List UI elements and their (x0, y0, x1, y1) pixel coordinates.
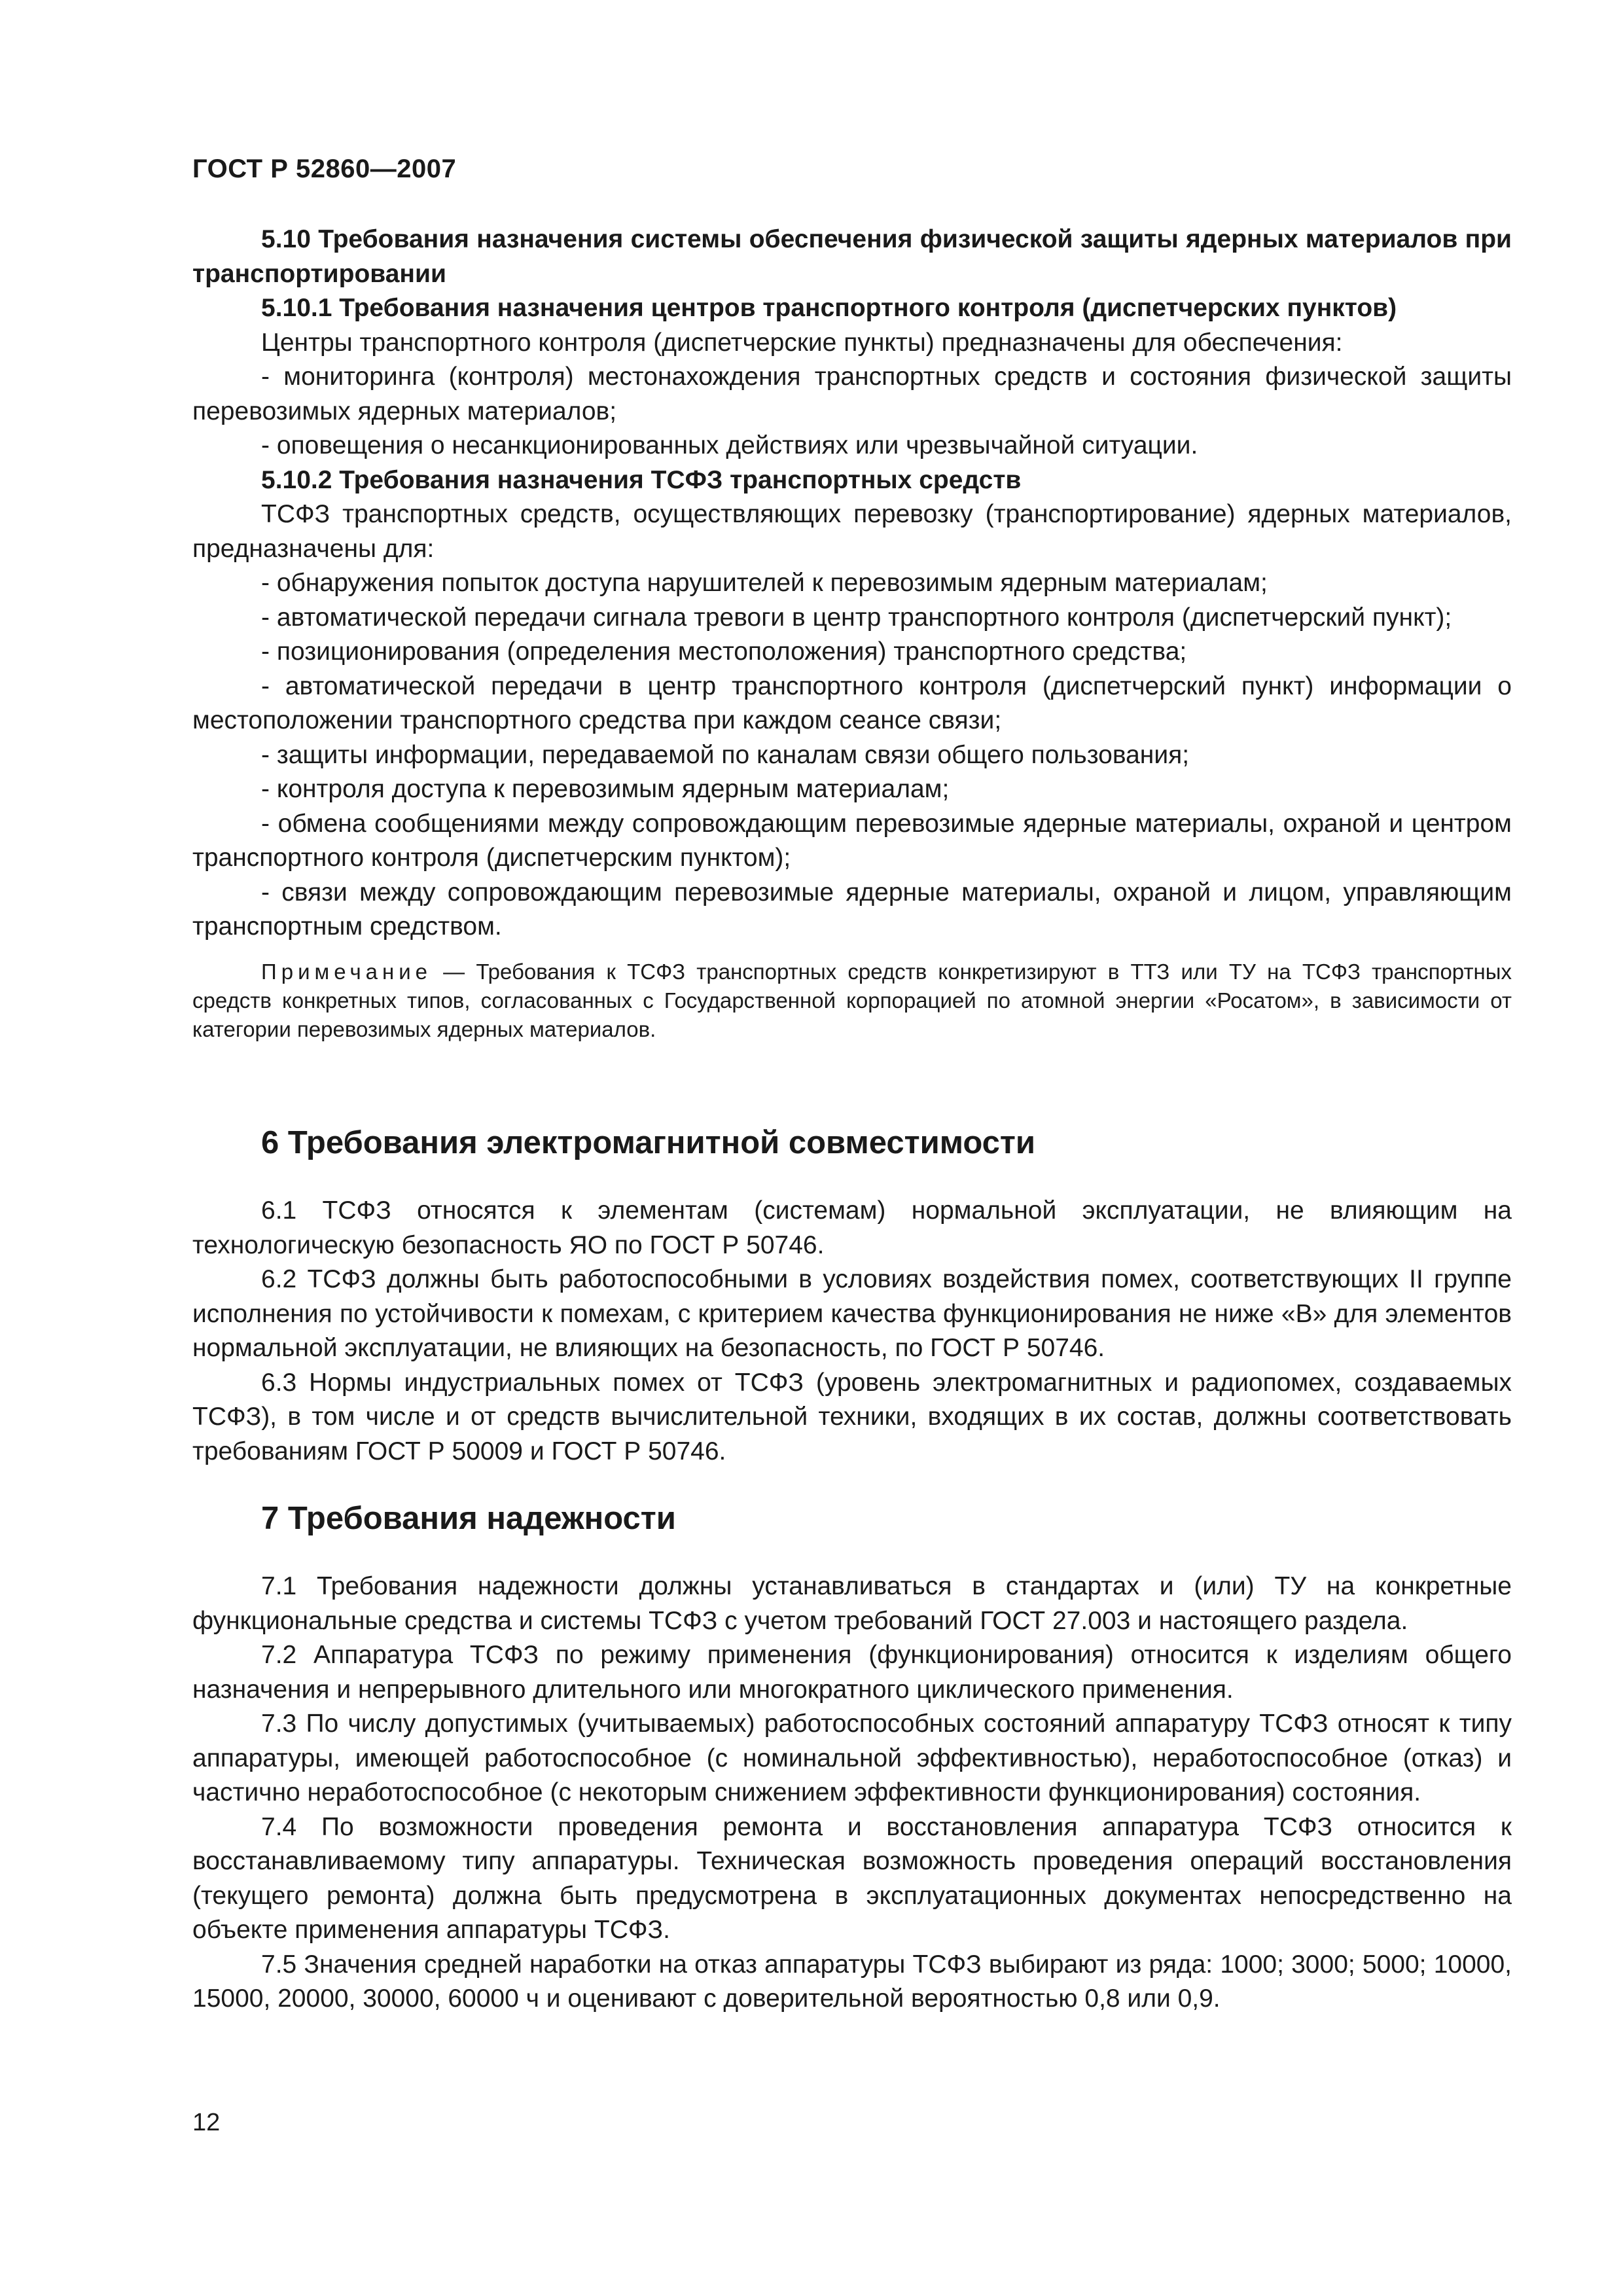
section-5-10-title: 5.10 Требования назначения системы обеспечения физической защиты ядерных материалов при транспортировании (192, 225, 1512, 288)
page-number: 12 (192, 2109, 221, 2136)
paragraph: 7.5 Значения средней наработки на отказ аппаратуры ТСФЗ выбирают из ряда: 1000; 3000; 5000; 10000, 15000, 20000, 30000, 60000 ч и оценивают с доверительной вероятностью 0,8 или 0,9. (192, 1950, 1512, 2013)
list-item: - защиты информации, передаваемой по каналам связи общего пользования; (261, 740, 1190, 769)
paragraph: 6.1 ТСФЗ относятся к элементам (системам) нормальной эксплуатации, не влияющим на технологическую безопасность ЯО по ГОСТ Р 50746. (192, 1196, 1512, 1259)
list-item: - оповещения о несанкционированных действиях или чрезвычайной ситуации. (261, 431, 1198, 459)
section-7 (192, 1499, 1512, 2017)
list-item: - мониторинга (контроля) местонахождения транспортных средств и состояния физической защиты перевозимых ядерных материалов; (192, 363, 1512, 425)
section-5-10-2-title: 5.10.2 Требования назначения ТСФЗ транспортных средств (261, 465, 1022, 494)
note-text: — Требования к ТСФЗ транспортных средств конкретизируют в ТТЗ или ТУ на ТСФЗ транспортных средств конкретных типов, согласованных с Государственной корпорацией по атомной энергии «Росатом», в зависимости от категории перевозимых ядерных материалов. (192, 959, 1512, 1041)
section-7-heading: 7 Требования надежности (261, 1501, 676, 1536)
section-5-10-1-intro: Центры транспортного контроля (диспетчерские пункты) предназначены для обеспечения: (261, 328, 1343, 357)
section-5-10-1-title: 5.10.1 Требования назначения центров транспортного контроля (диспетчерских пунктов) (261, 294, 1397, 322)
section-5-10-2-intro: ТСФЗ транспортных средств, осуществляющих перевозку (транспортирование) ядерных материалов, предназначены для: (192, 500, 1512, 563)
list-item: - связи между сопровождающим перевозимые ядерные материалы, охраной и лицом, управляющим транспортным средством. (192, 878, 1512, 941)
list-item: - автоматической передачи сигнала тревоги в центр транспортного контроля (диспетчерский пункт); (261, 603, 1452, 632)
note-label: Примечание (261, 959, 433, 984)
note (192, 958, 1512, 1044)
list-item: - обнаружения попыток доступа нарушителей к перевозимым ядерным материалам; (261, 569, 1268, 597)
document-header: ГОСТ Р 52860—2007 (192, 154, 457, 183)
section-6 (192, 1123, 1512, 1469)
list-item: - автоматической передачи в центр транспортного контроля (диспетчерский пункт) информации о местоположении транспортного средства при каждом сеансе связи; (192, 672, 1512, 734)
list-item: - контроля доступа к перевозимым ядерным материалам; (261, 775, 950, 803)
paragraph: 7.1 Требования надежности должны устанавливаться в стандартах и (или) ТУ на конкретные функциональные средства и системы ТСФЗ с учетом требований ГОСТ 27.003 и настоящего раздела. (192, 1572, 1512, 1635)
paragraph: 6.3 Нормы индустриальных помех от ТСФЗ (уровень электромагнитных и радиопомех, создаваемых ТСФЗ), в том числе и от средств вычислительной техники, входящих в их состав, должны соответствовать требованиям ГОСТ Р 50009 и ГОСТ Р 50746. (192, 1368, 1512, 1465)
list-item: - позиционирования (определения местоположения) транспортного средства; (261, 637, 1187, 666)
section-5-10 (192, 223, 1512, 1044)
list-item: - обмена сообщениями между сопровождающим перевозимые ядерные материалы, охраной и центром транспортного контроля (диспетчерским пунктом); (192, 809, 1512, 872)
section-6-heading: 6 Требования электромагнитной совместимости (261, 1125, 1036, 1160)
paragraph: 6.2 ТСФЗ должны быть работоспособными в условиях воздействия помех, соответствующих II группе исполнения по устойчивости к помехам, с критерием качества функционирования не ниже «В» для элементов нормальной эксплуатации, не влияющих на безопасность, по ГОСТ Р 50746. (192, 1265, 1512, 1362)
paragraph: 7.4 По возможности проведения ремонта и восстановления аппаратура ТСФЗ относится к восстанавливаемому типу аппаратуры. Техническая возможность проведения операций восстановления (текущего ремонта) должна быть предусмотрена в эксплуатационных документах непосредственно на объекте применения аппаратуры ТСФЗ. (192, 1812, 1512, 1944)
paragraph: 7.2 Аппаратура ТСФЗ по режиму применения (функционирования) относится к изделиям общего назначения и непрерывного длительного или многократного циклического применения. (192, 1641, 1512, 1704)
paragraph: 7.3 По числу допустимых (учитываемых) работоспособных состояний аппаратуру ТСФЗ относят к типу аппаратуры, имеющей работоспособное (с номинальной эффективностью), неработоспособное (отказ) и частично неработоспособное (с некоторым снижением эффективности функционирования) состояния. (192, 1710, 1512, 1806)
